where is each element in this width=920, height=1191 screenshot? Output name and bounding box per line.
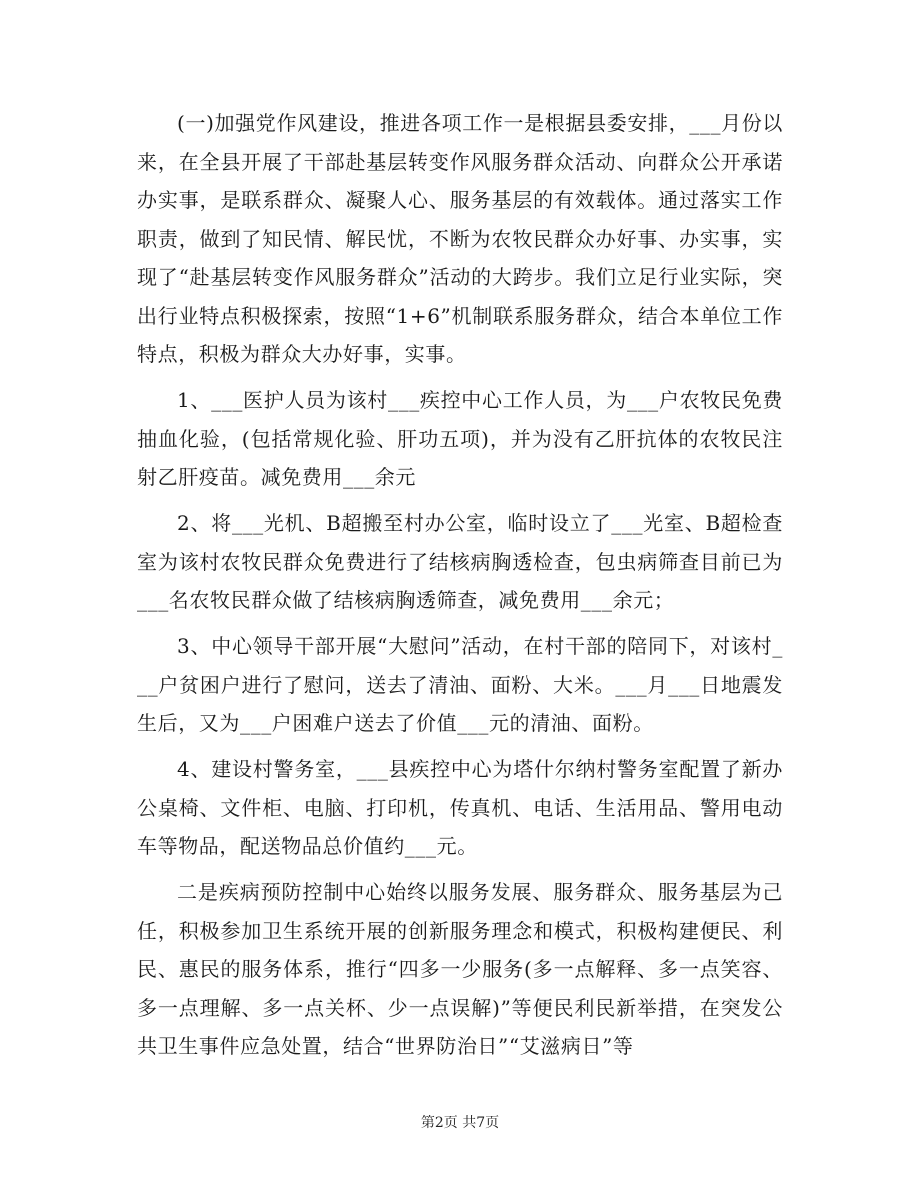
document-body xyxy=(137,104,783,1066)
paragraph-item-4: 4、建设村警务室，___县疾控中心为塔什尔纳村警务室配置了新办公桌椅、文件柜、电脑、打印机，传真机、电话、生活用品、警用电动车等物品，配送物品总价值约___元。 xyxy=(137,757,783,858)
page-number-footer: 第2页 共7页 xyxy=(420,1115,500,1131)
paragraph-item-1: 1、___医护人员为该村___疾控中心工作人员，为___户农牧民免费抽血化验，(包括常规化验、肝功五项)，并为没有乙肝抗体的农牧民注射乙肝疫苗。减免费用___余元 xyxy=(137,388,783,489)
paragraph-item-3: 3、中心领导干部开展“大慰问”活动，在村干部的陪同下，对该村___户贫困户进行了慰问，送去了清油、面粉、大米。___月___日地震发生后，又为___户困难户送去了价值___元的清油、面粉。 xyxy=(137,634,783,735)
paragraph-party-style: (一)加强党作风建设，推进各项工作一是根据县委安排，___月份以来，在全县开展了干部赴基层转变作风服务群众活动、向群众公开承诺办实事，是联系群众、凝聚人心、服务基层的有效载体。通过落实工作职责，做到了知民情、解民忧，不断为农牧民群众办好事、办实事，实现了“赴基层转变作风服务群众”活动的大跨步。我们立足行业实际，突出行业特点积极探索，按照“1+6”机制联系服务群众，结合本单位工作特点，积极为群众大办好事，实事。 xyxy=(137,111,783,366)
paragraph-item-2: 2、将___光机、B超搬至村办公室，临时设立了___光室、B超检查室为该村农牧民群众免费进行了结核病胸透检查，包虫病筛查目前已为___名农牧民群众做了结核病胸透筛查，减免费用___余元； xyxy=(137,511,783,612)
paragraph-part-two: 二是疾病预防控制中心始终以服务发展、服务群众、服务基层为己任，积极参加卫生系统开展的创新服务理念和模式，积极构建便民、利民、惠民的服务体系，推行“四多一少服务(多一点解释、多一点笑容、多一点理解、多一点关杯、少一点误解)”等便民利民新举措，在突发公共卫生事件应急处置，结合“世界防治日”“艾滋病日”等 xyxy=(137,880,783,1058)
